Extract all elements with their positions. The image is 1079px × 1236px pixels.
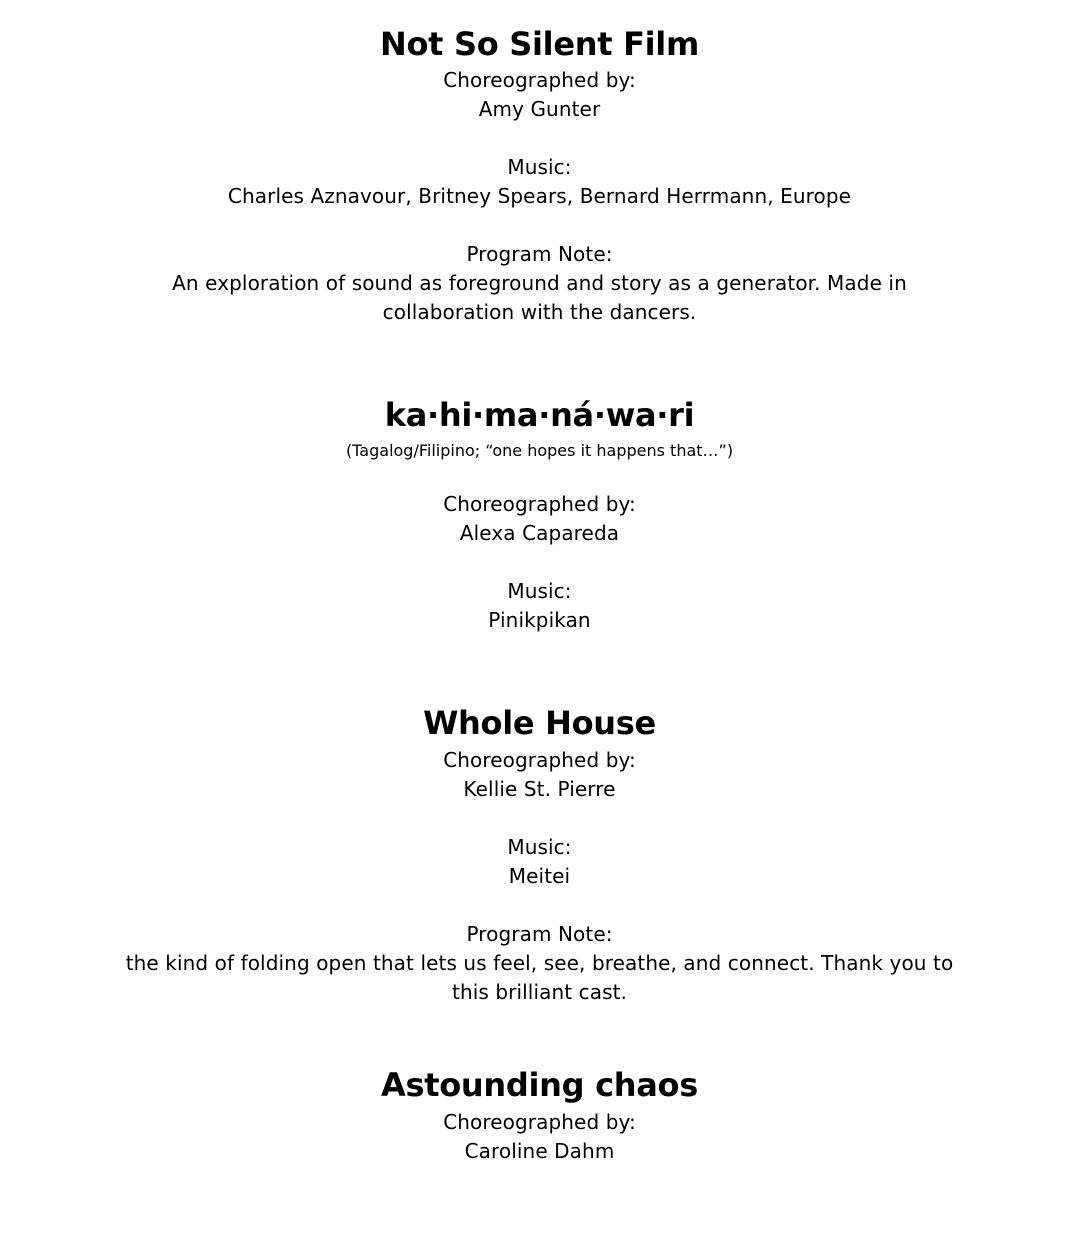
choreographer-name: Kellie St. Pierre <box>463 777 616 801</box>
piece-title: Whole House <box>423 704 656 742</box>
choreographed-by-label: Choreographed by: <box>443 492 636 516</box>
choreographed-by-label: Choreographed by: <box>443 1110 636 1134</box>
program-note-label: Program Note: <box>466 922 613 946</box>
piece-title: ka·hi·ma·ná·wa·ri <box>384 396 695 434</box>
piece-title: Astounding chaos <box>381 1066 698 1104</box>
piece-title: Not So Silent Film <box>379 25 700 63</box>
music-label: Music: <box>507 155 572 179</box>
program-note-line: An exploration of sound as foreground and story as a generator. Made in <box>172 271 907 295</box>
music-credits: Charles Aznavour, Britney Spears, Bernard Herrmann, Europe <box>227 184 852 208</box>
music-label: Music: <box>507 579 572 603</box>
program-note-line: collaboration with the dancers. <box>382 300 697 324</box>
choreographed-by-label: Choreographed by: <box>443 748 636 772</box>
piece-subtitle: (Tagalog/Filipino; “one hopes it happens that…”) <box>345 441 734 460</box>
music-label: Music: <box>507 835 572 859</box>
choreographer-name: Alexa Capareda <box>459 521 620 545</box>
program-note-line: the kind of folding open that lets us feel, see, breathe, and connect. Thank you to <box>125 951 954 975</box>
choreographer-name: Amy Gunter <box>478 97 601 121</box>
music-credits: Meitei <box>508 864 571 888</box>
program-note-line: this brilliant cast. <box>452 980 627 1004</box>
music-credits: Pinikpikan <box>488 608 591 632</box>
choreographed-by-label: Choreographed by: <box>443 68 636 92</box>
program-note-label: Program Note: <box>466 242 613 266</box>
choreographer-name: Caroline Dahm <box>464 1139 615 1163</box>
